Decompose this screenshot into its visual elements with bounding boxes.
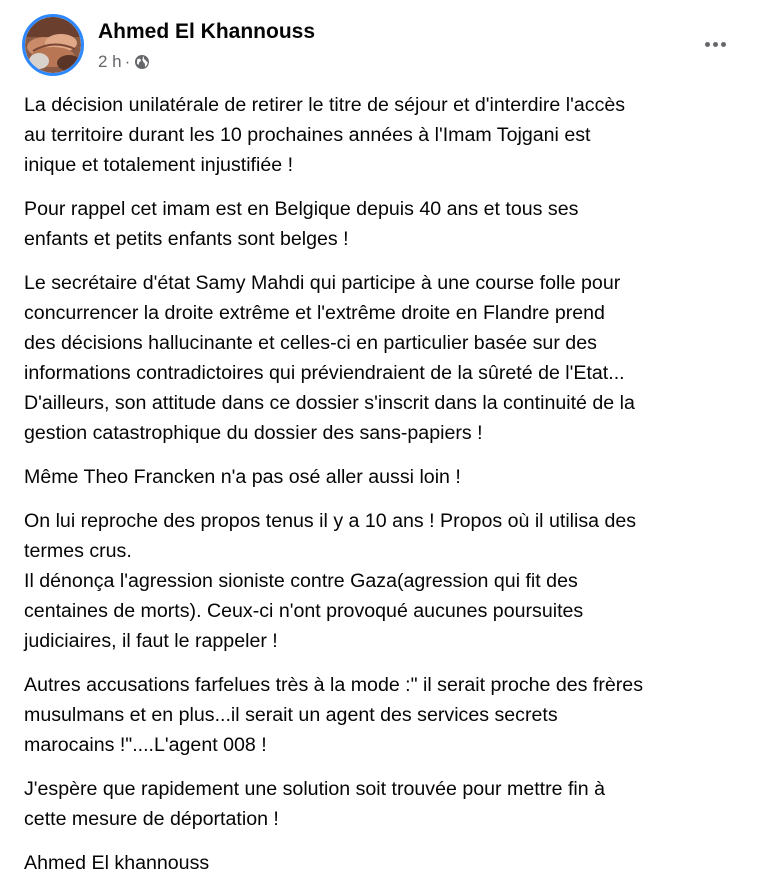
post-time[interactable]: 2 h	[98, 52, 122, 71]
post-paragraph: Le secrétaire d'état Samy Mahdi qui participe à une course folle pour concurrencer la droite extrême et l'extrême droite en Flandre prend des décisions hallucinante et celles-ci en particulier basée sur des informations contradictoires qui préviendraient de la sûreté de l'Etat... D'ailleurs, son attitude dans ce dossier s'inscrit dans la continuité de la gestion catastrophique du dossier des sans-papiers !	[24, 272, 635, 444]
more-options-icon[interactable]	[697, 32, 733, 56]
post-paragraph: On lui reproche des propos tenus il y a 10 ans ! Propos où il utilisa des termes crus. Il dénonça l'agression sioniste contre Gaza(agression qui fit des centaines de morts). Ceux-ci n'ont provoqué aucunes poursuites judiciaires, il faut le rappeler !	[24, 510, 637, 652]
post-paragraph: La décision unilatérale de retirer le titre de séjour et d'interdire l'accès au territoire durant les 10 prochaines années à l'Imam Tojgani est inique et totalement injustifiée !	[24, 94, 626, 176]
post-paragraph: Autres accusations farfelues très à la mode :" il serait proche des frères musulmans et en plus...il serait un agent des services secrets marocains !"....L'agent 008 !	[24, 674, 644, 756]
post-paragraph: Même Theo Francken n'a pas osé aller aussi loin !	[24, 466, 461, 488]
avatar-image	[25, 17, 81, 73]
globe-icon[interactable]	[134, 54, 150, 70]
avatar[interactable]	[22, 14, 84, 76]
post-signature: Ahmed El khannouss	[24, 852, 210, 874]
author-name[interactable]: Ahmed El Khannouss	[98, 20, 316, 43]
post-paragraph: J'espère que rapidement une solution soit trouvée pour mettre fin à cette mesure de déportation !	[24, 778, 606, 830]
post-text	[24, 90, 740, 892]
post-meta	[98, 52, 150, 72]
meta-separator: ·	[124, 52, 131, 71]
post-header	[22, 14, 735, 80]
post-paragraph: Pour rappel cet imam est en Belgique depuis 40 ans et tous ses enfants et petits enfants sont belges !	[24, 198, 579, 250]
